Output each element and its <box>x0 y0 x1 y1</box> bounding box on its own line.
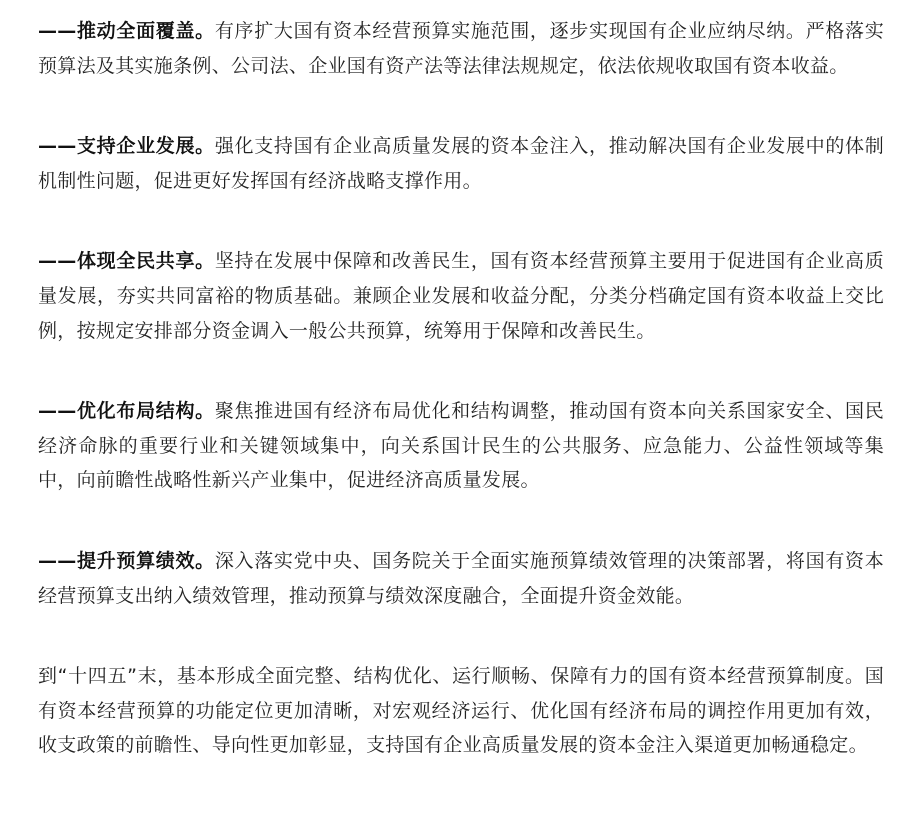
paragraph-conclusion <box>38 659 884 763</box>
paragraph-text: 聚焦推进国有经济布局优化和结构调整，推动国有资本向关系国家安全、国民经济命脉的重要行业和关键领域集中，向关系国计民生的公共服务、应急能力、公益性领域等集中，向前瞻性战略性新兴产业集中，促进经济高质量发展。 <box>38 400 884 492</box>
paragraph-support-enterprise-development <box>38 129 884 198</box>
paragraph-optimize-layout-structure <box>38 394 884 498</box>
paragraph-heading: ——支持企业发展。 <box>38 135 215 158</box>
paragraph-heading: ——推动全面覆盖。 <box>38 20 215 42</box>
paragraph-improve-budget-performance <box>38 544 884 613</box>
paragraph-text: 坚持在发展中保障和改善民生，国有资本经营预算主要用于促进国有企业高质量发展，夯实共同富裕的物质基础。兼顾企业发展和收益分配，分类分档确定国有资本收益上交比例，按规定安排部分资金调入一般公共预算，统筹用于保障和改善民生。 <box>38 250 884 342</box>
paragraph-text: 到“十四五”末，基本形成全面完整、结构优化、运行顺畅、保障有力的国有资本经营预算制度。国有资本经营预算的功能定位更加清晰，对宏观经济运行、优化国有经济布局的调控作用更加有效，收支政策的前瞻性、导向性更加彰显，支持国有企业高质量发展的资本金注入渠道更加畅通稳定。 <box>38 665 884 757</box>
paragraph-reflect-public-sharing <box>38 244 884 348</box>
paragraph-heading: ——优化布局结构。 <box>38 400 215 423</box>
paragraph-text: 深入落实党中央、国务院关于全面实施预算绩效管理的决策部署，将国有资本经营预算支出纳入绩效管理，推动预算与绩效深度融合，全面提升资金效能。 <box>38 549 884 607</box>
paragraph-heading: ——提升预算绩效。 <box>38 549 215 572</box>
paragraph-text: 有序扩大国有资本经营预算实施范围，逐步实现国有企业应纳尽纳。严格落实预算法及其实施条例、公司法、企业国有资产法等法律法规规定，依法依规收取国有资本收益。 <box>38 20 884 77</box>
paragraph-heading: ——体现全民共享。 <box>38 250 215 273</box>
paragraph-promote-full-coverage <box>38 14 884 83</box>
paragraph-text: 强化支持国有企业高质量发展的资本金注入，推动解决国有企业发展中的体制机制性问题，促进更好发挥国有经济战略支撑作用。 <box>38 135 884 192</box>
